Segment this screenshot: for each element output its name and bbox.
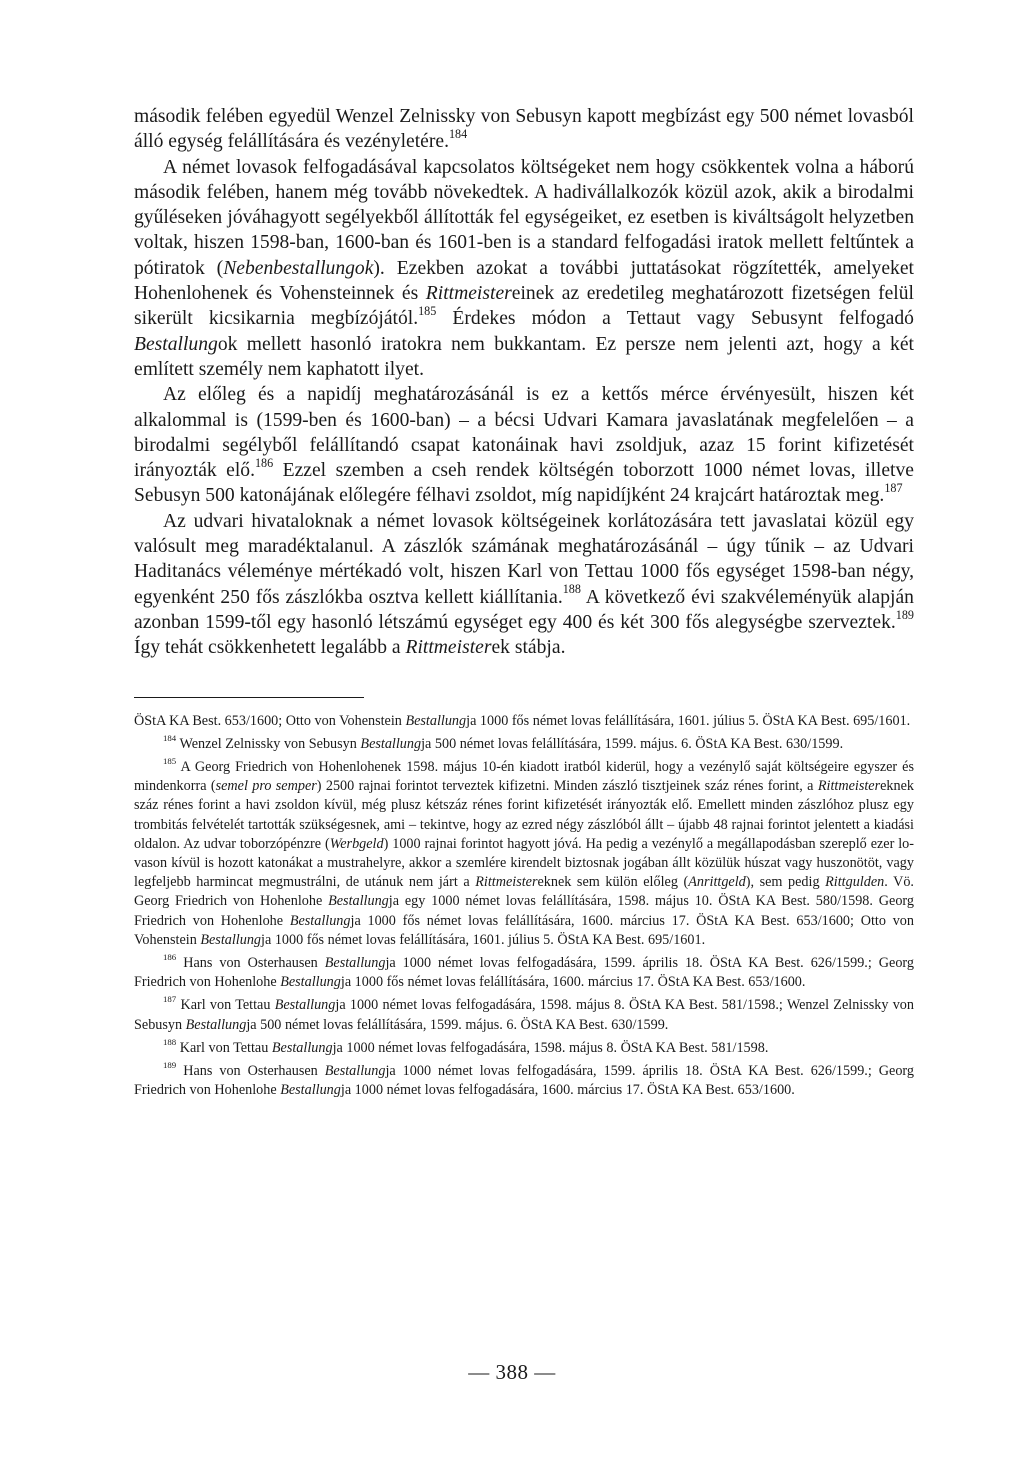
- text-run: A következő évi szakvéleményük alapján azonban 1599-től egy hasonló létszámú egységet egy 400 és két 300 fős alegységbe szerveztek.: [134, 586, 914, 633]
- text-run: ek stábja.: [491, 637, 566, 659]
- text-run: ). Ezekben azokat a további juttatásokat rögzítették, amelyeket Hohenlohenek és Vohensteinnek és: [134, 257, 914, 305]
- text-run: Érdekes módon a Tettaut vagy Sebusynt felfogadó: [436, 308, 914, 330]
- text-run: második felében egyedül Wenzel Zelnissky von Sebusyn kapott megbízást egy 500 német lovasból álló egység felállítására és vezényletére.: [134, 106, 914, 153]
- text-run: Ezzel szemben a cseh rendek költségén toborzott 1000 német lovas, illetve Sebusyn 500 katonájának előlegére félhavi zsoldot, míg napidíjként 24 krajcárt határoztak meg.: [134, 460, 914, 507]
- footnote-ref-185[interactable]: 185: [418, 304, 437, 319]
- paragraph-2: [134, 155, 914, 383]
- text-run: Az udvari hivataloknak a német lovasok költségeinek korlátozására tett javaslatai közül egy valósult meg maradéktalanul. A zászlók számának meghatározásánál – úgy tűnik – az Udvari Haditanács véleménye mértékadó volt, hiszen Karl von Tettau 1000 fős egységet 1598-ban négy, egyenként 250 fős zászlókba osztva kellett kiállítania.: [134, 510, 914, 608]
- paragraph-4: [134, 509, 914, 661]
- footnote-184: [134, 732, 914, 754]
- footnote-186: [134, 951, 914, 992]
- text-run: Hans von Osterhausen: [176, 954, 325, 971]
- italic-term: Bestallung: [280, 974, 341, 991]
- body-text: [134, 104, 914, 661]
- text-run: ja 500 német lovas felállítására, 1599. május. 6. ÖStA KA Best. 630/1599.: [246, 1016, 669, 1033]
- italic-term: Werbgeld: [329, 835, 384, 852]
- italic-term: semel pro semper: [215, 778, 317, 795]
- italic-term: Bestallung: [280, 1082, 341, 1099]
- text-run: einek az eredetileg meghatározott fizetségen felül sikerült kicsikarnia megbízójától.: [134, 283, 914, 330]
- footnote-ref-186[interactable]: 186: [254, 455, 274, 470]
- italic-term: Bestallung: [274, 997, 336, 1014]
- italic-term: Bestallung: [324, 1062, 386, 1079]
- footnote-187: [134, 996, 914, 1034]
- footnote-ref-188[interactable]: 188: [562, 582, 581, 597]
- text-run: ja 1000 fős német lovas felállítására, 1600. március 17. ÖStA KA Best. 653/1600; Otto von Vohenstein: [134, 912, 914, 948]
- footnote-188: [134, 1036, 914, 1058]
- text-run: Wenzel Zelnissky von Sebusyn: [176, 735, 361, 752]
- text-run: ) 2500 rajnai forintot terveztek kifizetni. Minden zászló tisztjeinek száz rénes forint, a: [316, 778, 818, 795]
- footnote-continuation: [134, 712, 914, 731]
- text-run: ÖStA KA Best. 653/1600; Otto von Vohenstein: [134, 712, 406, 729]
- italic-term: Bestallung: [324, 954, 386, 971]
- footnote-number: 184: [163, 732, 177, 743]
- text-run: Karl von Tettau: [176, 997, 275, 1014]
- footnotes: [134, 712, 914, 1101]
- footnote-ref-187[interactable]: 187: [884, 481, 903, 496]
- footnote-number: 188: [163, 1036, 177, 1047]
- footnote-ref-184[interactable]: 184: [448, 126, 468, 141]
- paragraph-3: [134, 382, 914, 508]
- text-run: ja 1000 német lovas felfogadására, 1599. április 18. ÖStA KA Best. 626/1599.; Georg Friedrich von Hohenlohe: [134, 954, 914, 991]
- text-run: . Vö. Georg Friedrich von Hohenlohe: [134, 874, 914, 910]
- text-run: ja 1000 német lovas felfogadására, 1599. április 18. ÖStA KA Best. 626/1599.; Georg Friedrich von Hohenlohe: [134, 1062, 914, 1099]
- footnote-number: 185: [163, 755, 177, 766]
- footnote-185: [134, 755, 914, 950]
- italic-term: Rittmeister: [405, 637, 492, 659]
- italic-term: Rittmeister: [425, 283, 512, 305]
- text-run: ok mellett hasonló iratokra nem bukkantam. Ez persze nem jelenti azt, hogy a két említett személy nem kaphatott ilyet.: [134, 333, 914, 380]
- text-run: Így tehát csökkenhetett legalább a: [134, 637, 406, 659]
- text-run: Hans von Osterhausen: [176, 1062, 325, 1079]
- text-run: ja 1000 fős német lovas felállítására, 1601. július 5. ÖStA KA Best. 695/1601.: [466, 712, 911, 729]
- text-run: ja 500 német lovas felállítására, 1599. május. 6. ÖStA KA Best. 630/1599.: [421, 735, 844, 752]
- footnote-number: 186: [163, 951, 177, 962]
- footnote-ref-189[interactable]: 189: [895, 607, 914, 622]
- italic-term: Rittgulden: [825, 874, 885, 891]
- footnote-number: 189: [163, 1059, 177, 1070]
- text-run: eknek sem külön előleg (: [537, 874, 689, 891]
- text-run: ja 1000 fős német lovas felállítására, 1601. július 5. ÖStA KA Best. 695/1601.: [261, 931, 706, 948]
- italic-term: Bestallung: [405, 712, 467, 729]
- text-run: A Georg Friedrich von Hohenlohenek 1598. május 10-én kiadott iratból kiderül, hogy a vezénylő saját költségeire egyszer és mindenkorra (: [134, 758, 914, 795]
- text-run: ja 1000 német lovas felfogadására, 1598. május 8. ÖStA KA Best. 581/1598.; Wenzel Zelnissky von Sebusyn: [134, 997, 914, 1033]
- text-run: Karl von Tettau: [176, 1039, 272, 1056]
- footnote-189: [134, 1059, 914, 1100]
- page-content: [134, 104, 914, 1104]
- footnote-separator: [134, 697, 364, 698]
- italic-term: Bestallung: [134, 333, 218, 355]
- italic-term: Bestallung: [271, 1039, 333, 1056]
- text-run: ) 1000 rajnai forintot hagyott jóvá. Ha pedig a vezénylő a megállapodásban szereplő ezer lovason kívül is hozott katonákat a mustrahelyre, akkor a szemlére kirendelt biztosnak jogában állt közülük húszat vagy huszonötöt, vagy legfeljebb harmincat megmustrálni, de utánuk nem járt a: [134, 835, 914, 891]
- italic-term: Anrittgeld: [688, 874, 746, 891]
- text-run: ja 1000 fős német lovas felállítására, 1600. március 17. ÖStA KA Best. 653/1600.: [340, 974, 806, 991]
- italic-term: Bestallung: [185, 1016, 247, 1033]
- footnote-number: 187: [163, 994, 177, 1005]
- text-run: A német lovasok felfogadásával kapcsolatos költségeket nem hogy csökkentek volna a háború második felében, hanem még tovább növekedtek. A hadivállalkozók közül azok, akik a birodalmi gyűléseken jóváhagyott segélyekből állították fel egységeiket, ez esetben is kiváltságolt helyzetben voltak, hiszen 1598-ban, 1600-ban és 1601-ben is a standard felfogadási iratok mellett feltűntek a pótiratok (: [134, 156, 914, 279]
- paragraph-1: [134, 104, 914, 155]
- italic-term: Bestallung: [360, 735, 422, 752]
- italic-term: Bestallung: [289, 912, 351, 929]
- text-run: ja 1000 német lovas felfogadására, 1598. május 8. ÖStA KA Best. 581/1598.: [332, 1039, 769, 1056]
- italic-term: Rittmeister: [475, 874, 538, 891]
- text-run: ja 1000 német lovas felfogadására, 1600. március 17. ÖStA KA Best. 653/1600.: [340, 1082, 795, 1099]
- italic-term: Bestallung: [328, 893, 389, 910]
- page-number: — 388 —: [468, 1360, 556, 1384]
- italic-term: Bestallung: [200, 931, 262, 948]
- text-run: Az előleg és a napidíj meghatározásánál is ez a kettős mérce érvényesült, hiszen két alkalommal is (1599-ben és 1600-ban) – a bécsi Udvari Kamara javaslatának megfelelően – a birodalmi segélyből felállítandó csapat katonáinak havi zsoldjuk, azaz 15 forint kifizetését irányozták elő.: [134, 384, 914, 482]
- text-run: ), sem pedig: [745, 874, 826, 891]
- text-run: ja egy 1000 német lovas felállítására, 1598. május 10. ÖStA KA Best. 580/1598. Georg Friedrich von Hohenlohe: [134, 893, 914, 929]
- text-run: eknek száz rénes forint a havi zsoldon kívül, még plusz kétszáz rénes forint kifizetését irányozták elő. Emellett minden zászlóhoz plusz egy trombitás felvételét tartották szükségesnek, ami – tekintve, hogy az ezred négy zászlóból állt – újabb 48 rajnai forintot jelentett a kiadási oldalon. Az udvar toborzópénzre (: [134, 778, 914, 852]
- italic-term: Rittmeister: [817, 778, 881, 795]
- italic-term: Nebenbestallungok: [223, 257, 374, 279]
